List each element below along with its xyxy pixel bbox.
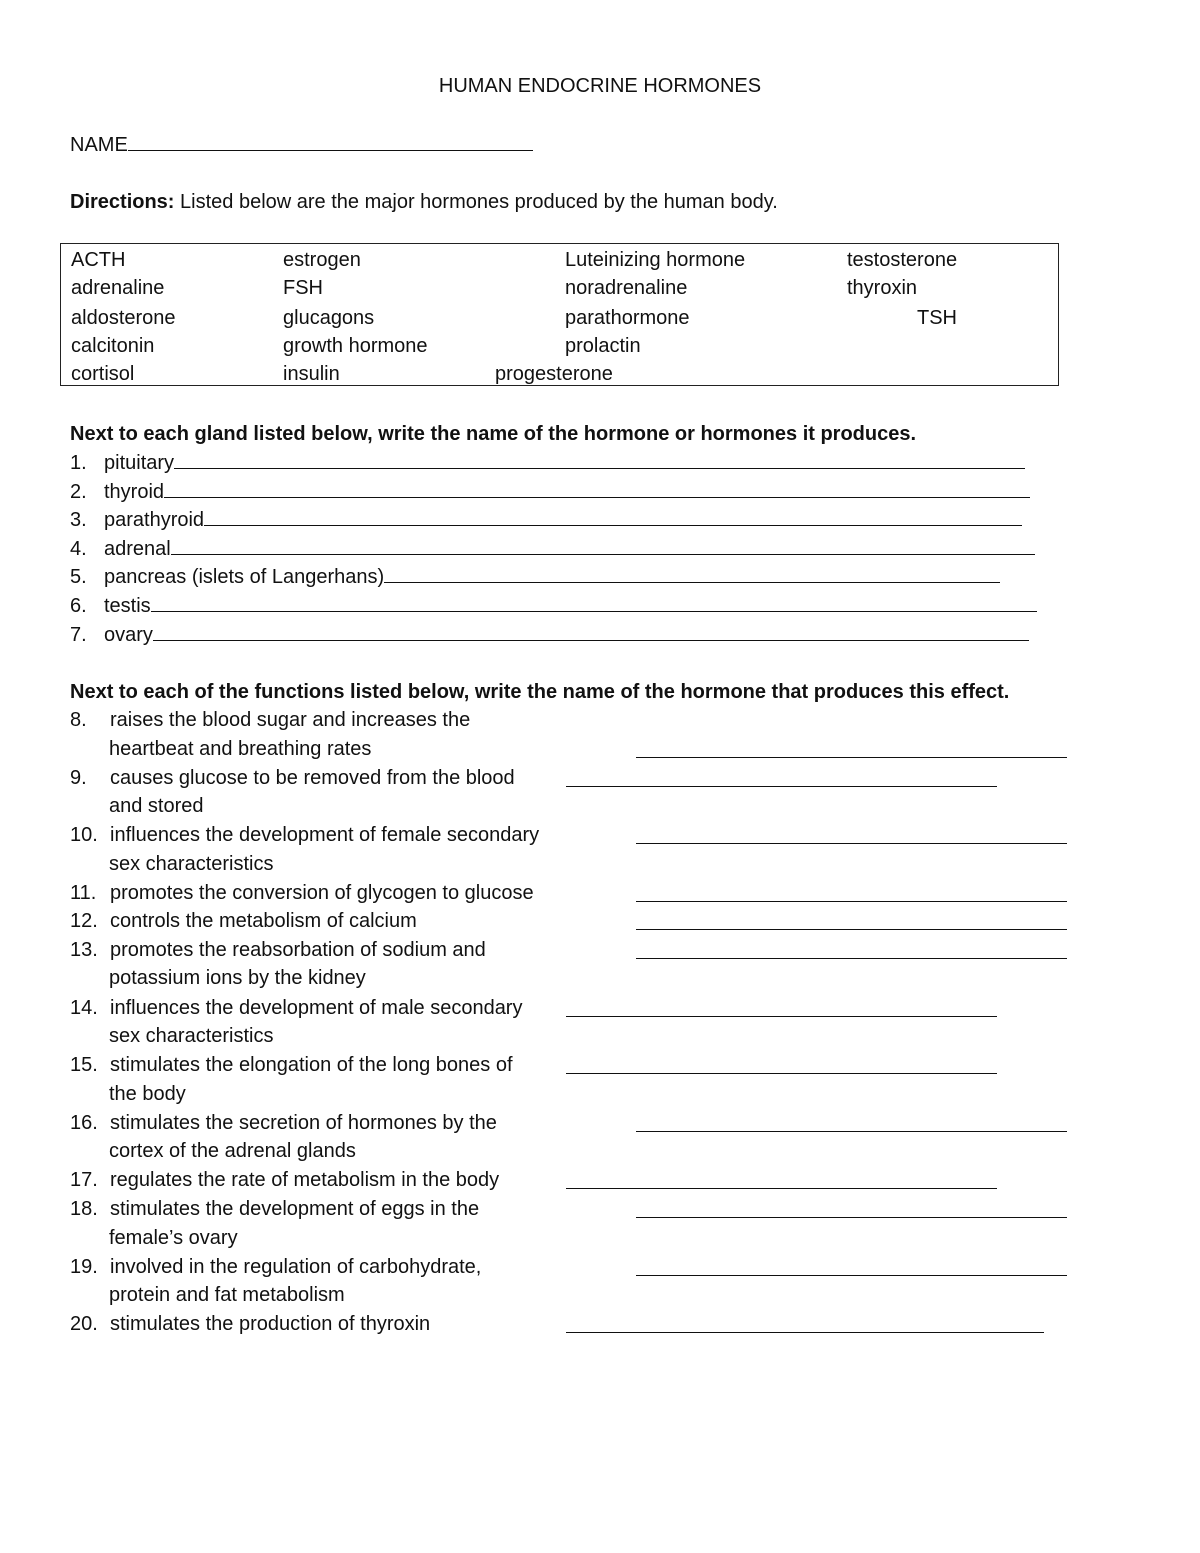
answer-blank[interactable] [636, 1111, 1067, 1132]
hormone-item: growth hormone [283, 335, 428, 357]
answer-blank[interactable] [636, 909, 1067, 930]
hormone-item: prolactin [565, 335, 641, 357]
answer-blank[interactable] [204, 505, 1022, 526]
answer-blank[interactable] [566, 1312, 1044, 1333]
hormone-item: adrenaline [71, 277, 165, 299]
answer-blank[interactable] [566, 1168, 997, 1189]
question-number: 10. [70, 824, 98, 846]
function-question [70, 1109, 497, 1137]
question-number: 19. [70, 1256, 98, 1278]
answer-blank[interactable] [566, 996, 997, 1017]
answer-blank[interactable] [566, 766, 997, 787]
answer-blank[interactable] [171, 534, 1035, 555]
answer-blank[interactable] [153, 620, 1029, 641]
question-number: 17. [70, 1169, 98, 1191]
hormone-item: calcitonin [71, 335, 155, 357]
question-text: stimulates the development of eggs in the [110, 1198, 480, 1220]
question-text: pituitary [104, 452, 175, 474]
function-question [70, 764, 515, 792]
gland-question [70, 562, 1000, 591]
function-question [70, 821, 539, 849]
question-number: 7. [70, 624, 87, 646]
function-question [70, 1051, 513, 1079]
answer-blank[interactable] [636, 823, 1067, 844]
question-text-cont: sex characteristics [109, 853, 274, 875]
question-text: pancreas (islets of Langerhans) [104, 566, 385, 588]
hormone-item: Luteinizing hormone [565, 249, 746, 271]
name-label: NAME [70, 134, 128, 156]
answer-blank[interactable] [174, 448, 1025, 469]
name-blank[interactable] [128, 130, 533, 151]
hormone-item: cortisol [71, 363, 135, 385]
question-number: 6. [70, 595, 87, 617]
hormone-item: thyroxin [847, 277, 918, 299]
question-text: promotes the conversion of glycogen to glucose [110, 882, 534, 904]
question-text: influences the development of male secondary [110, 997, 523, 1019]
hormone-item: insulin [283, 363, 340, 385]
question-text: parathyroid [104, 509, 205, 531]
question-text: controls the metabolism of calcium [110, 910, 417, 932]
question-text-cont: sex characteristics [109, 1025, 274, 1047]
question-number: 9. [70, 767, 87, 789]
question-number: 5. [70, 566, 87, 588]
gland-question [70, 477, 1030, 506]
question-text: stimulates the production of thyroxin [110, 1313, 431, 1335]
hormone-item: progesterone [495, 363, 613, 385]
question-number: 20. [70, 1313, 98, 1335]
question-text: promotes the reabsorbation of sodium and [110, 939, 486, 961]
question-text: influences the development of female secondary [110, 824, 540, 846]
hormone-item: ACTH [71, 249, 126, 271]
question-text: thyroid [104, 481, 165, 503]
function-question [70, 936, 486, 964]
hormone-item: FSH [283, 277, 323, 299]
question-text-cont: heartbeat and breathing rates [109, 738, 372, 760]
answer-blank[interactable] [384, 562, 1000, 583]
question-number: 1. [70, 452, 87, 474]
question-number: 18. [70, 1198, 98, 1220]
question-number: 12. [70, 910, 98, 932]
directions-text: Listed below are the major hormones produced by the human body. [180, 191, 778, 213]
question-text: causes glucose to be removed from the blood [110, 767, 515, 789]
function-question [70, 1253, 481, 1281]
answer-blank[interactable] [636, 737, 1067, 758]
section1-heading: Next to each gland listed below, write the name of the hormone or hormones it produces. [70, 423, 917, 445]
question-number: 3. [70, 509, 87, 531]
question-text-cont: and stored [109, 795, 204, 817]
question-number: 11. [70, 882, 97, 904]
gland-question [70, 505, 1022, 534]
gland-question [70, 534, 1035, 563]
function-question [70, 1310, 430, 1338]
section2-heading: Next to each of the functions listed below, write the name of the hormone that produces this effect. [70, 681, 1010, 703]
question-text: regulates the rate of metabolism in the body [110, 1169, 500, 1191]
gland-question [70, 591, 1037, 620]
question-text: ovary [104, 624, 153, 646]
question-text-cont: cortex of the adrenal glands [109, 1140, 356, 1162]
page-title: HUMAN ENDOCRINE HORMONES [438, 75, 762, 97]
question-number: 15. [70, 1054, 98, 1076]
question-text: involved in the regulation of carbohydrate, [110, 1256, 482, 1278]
hormone-item: testosterone [847, 249, 958, 271]
question-text: adrenal [104, 538, 171, 560]
question-text-cont: potassium ions by the kidney [109, 967, 366, 989]
question-text-cont: protein and fat metabolism [109, 1284, 345, 1306]
question-text: stimulates the elongation of the long bones of [110, 1054, 513, 1076]
question-text: stimulates the secretion of hormones by the [110, 1112, 497, 1134]
hormone-item: glucagons [283, 307, 375, 329]
name-field[interactable] [70, 130, 533, 159]
answer-blank[interactable] [164, 477, 1030, 498]
hormone-item: TSH [917, 307, 957, 329]
question-text: raises the blood sugar and increases the [110, 709, 471, 731]
function-question [70, 1195, 479, 1223]
question-number: 16. [70, 1112, 98, 1134]
gland-question [70, 448, 1025, 477]
question-number: 8. [70, 709, 87, 731]
question-text: testis [104, 595, 151, 617]
hormone-item: noradrenaline [565, 277, 688, 299]
question-number: 2. [70, 481, 87, 503]
function-question [70, 994, 522, 1022]
function-question [70, 1166, 499, 1194]
question-text-cont: the body [109, 1083, 186, 1105]
answer-blank[interactable] [566, 1053, 997, 1074]
answer-blank[interactable] [151, 591, 1037, 612]
answer-blank[interactable] [636, 938, 1067, 959]
question-text-cont: female’s ovary [109, 1227, 238, 1249]
question-number: 4. [70, 538, 87, 560]
hormone-item: estrogen [283, 249, 361, 271]
answer-blank[interactable] [636, 1255, 1067, 1276]
question-number: 14. [70, 997, 98, 1019]
directions-label: Directions: [70, 191, 175, 213]
function-question [70, 907, 417, 935]
function-question [70, 706, 470, 734]
gland-question [70, 620, 1029, 649]
hormone-item: parathormone [565, 307, 690, 329]
answer-blank[interactable] [636, 881, 1067, 902]
directions [70, 188, 778, 216]
question-number: 13. [70, 939, 98, 961]
function-question [70, 879, 534, 907]
answer-blank[interactable] [636, 1197, 1067, 1218]
hormone-item: aldosterone [71, 307, 176, 329]
